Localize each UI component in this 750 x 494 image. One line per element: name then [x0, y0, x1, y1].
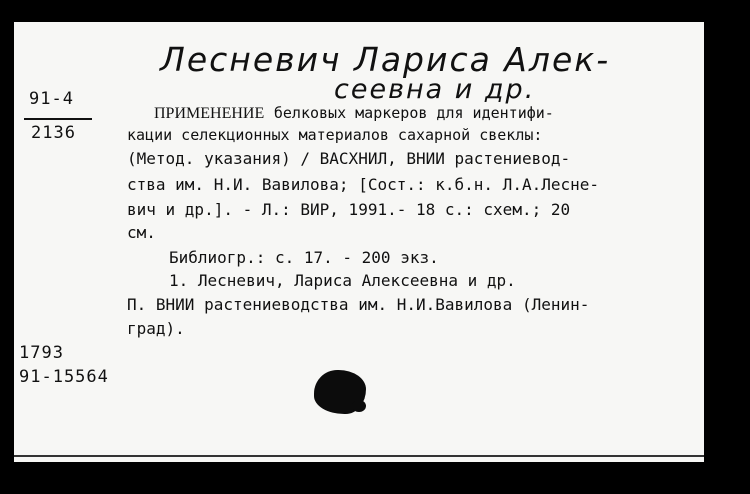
card-bottom-edge: [14, 455, 704, 457]
inventory-number-2: 91-15564: [19, 367, 109, 387]
record-line-2: кации селекционных материалов сахарной свеклы:: [127, 126, 543, 144]
record-bibliography: Библиогр.: с. 17. - 200 экз.: [169, 248, 439, 267]
record-author-entry: 1. Лесневич, Лариса Алексеевна и др.: [169, 271, 516, 290]
ink-blot: [314, 370, 366, 414]
record-line-4: ства им. Н.И. Вавилова; [Сост.: к.б.н. Л.А.Лесне-: [127, 175, 600, 194]
call-number-divider: [24, 118, 92, 120]
handwritten-author-line-2: сеевна и др.: [334, 74, 536, 105]
record-title-rest: белковых маркеров для идентифи-: [273, 104, 554, 122]
record-line-5: вич и др.]. - Л.: ВИР, 1991.- 18 с.: схем.; 20: [127, 200, 571, 219]
call-number-top: 91-4: [29, 89, 74, 109]
record-line-6: см.: [127, 223, 156, 242]
call-number-bottom: 2136: [31, 123, 76, 143]
record-line-3: (Метод. указания) / ВАСХНИЛ, ВНИИ растениевод-: [127, 149, 571, 168]
record-line-1: [154, 102, 554, 125]
catalog-card: [14, 22, 704, 462]
record-title-head: ПРИМЕНЕНИЕ: [154, 105, 265, 122]
inventory-number-1: 1793: [19, 343, 64, 363]
record-institution-entry-cont: град).: [127, 319, 185, 338]
record-institution-entry: П. ВНИИ растениеводства им. Н.И.Вавилова (Ленин-: [127, 295, 590, 314]
handwritten-author-line-1: Лесневич Лариса Алек-: [160, 40, 611, 79]
